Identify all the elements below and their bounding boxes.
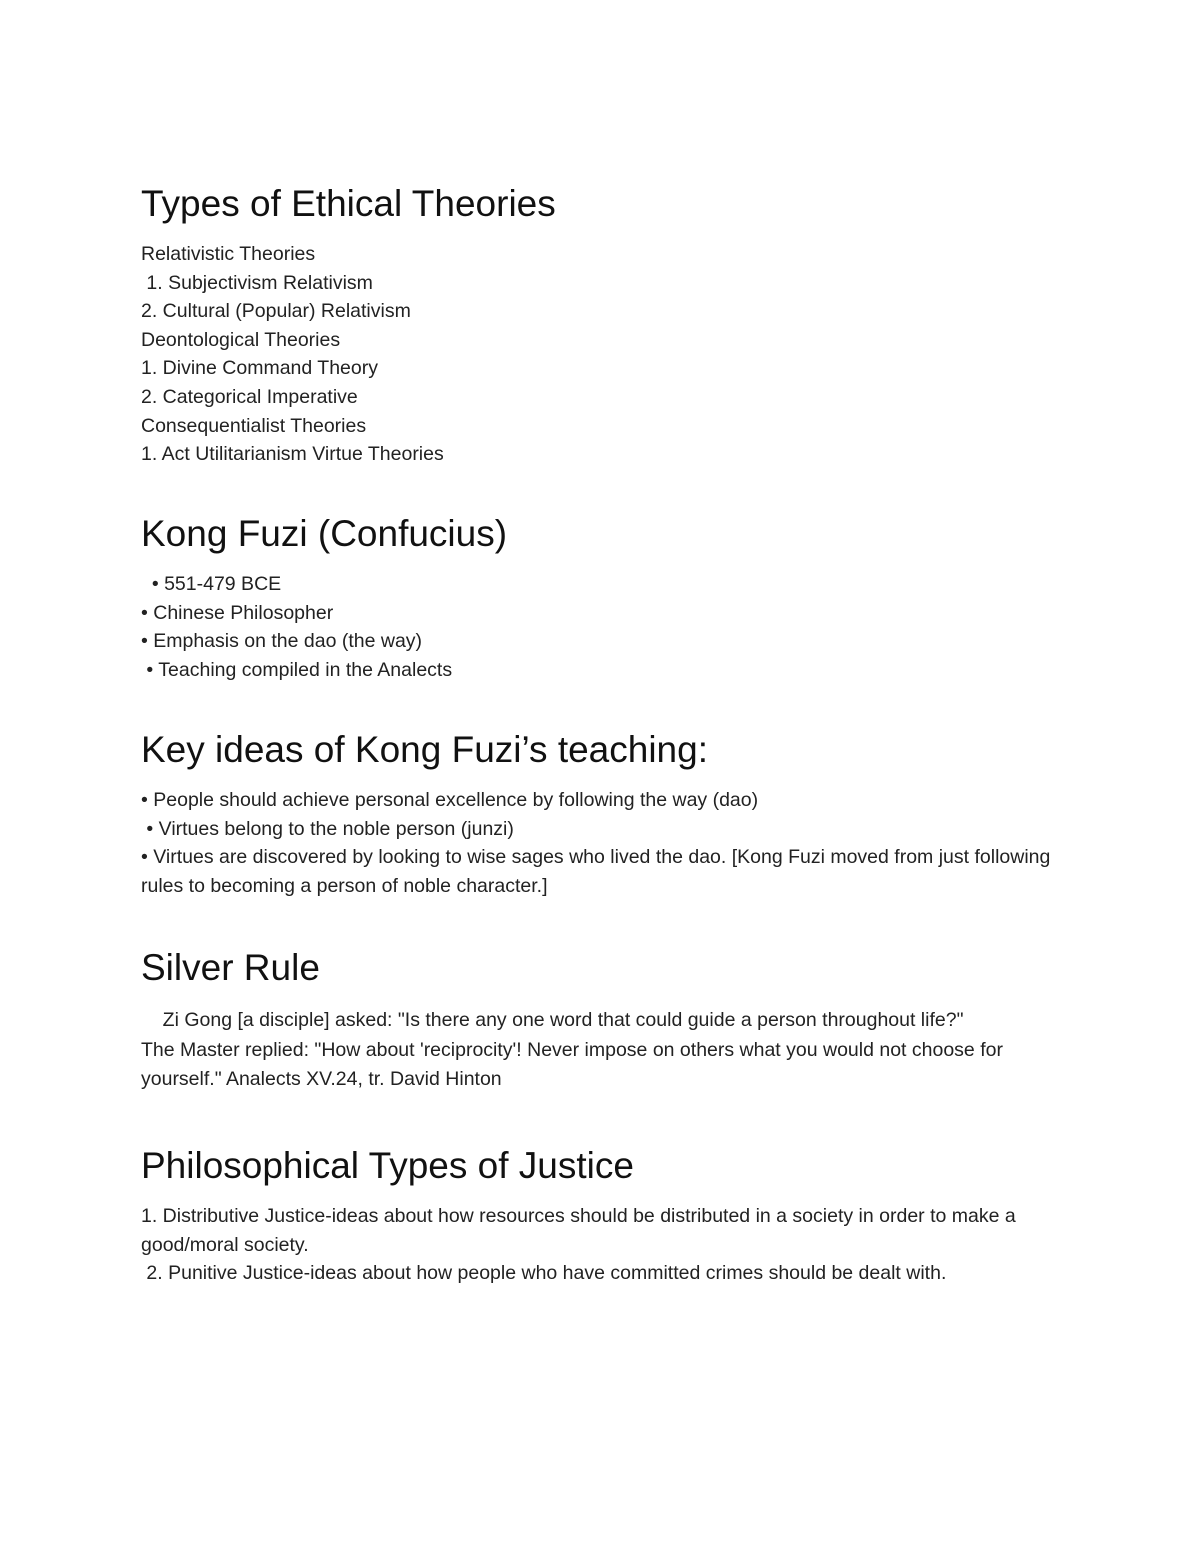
list-item: 2. Categorical Imperative — [141, 385, 358, 408]
section-key-ideas — [141, 727, 1071, 900]
section-types-of-justice — [141, 1143, 1071, 1288]
bullet-item: • People should achieve personal excellence by following the way (dao) — [141, 789, 759, 811]
text-line: Relativistic Theories — [141, 243, 316, 265]
section-heading: Key ideas of Kong Fuzi’s teaching: — [141, 729, 708, 770]
section-heading: Philosophical Types of Justice — [141, 1145, 634, 1186]
quote-line: The Master replied: "How about 'reciprocity'! Never impose on others what you would not choose for yourself." Analects XV.24, tr. David Hinton — [141, 1039, 1009, 1090]
text-line: Deontological Theories — [141, 328, 341, 351]
bullet-item: • Chinese Philosopher — [141, 601, 334, 624]
section-heading: Kong Fuzi (Confucius) — [141, 513, 508, 554]
section-heading: Silver Rule — [141, 947, 320, 988]
bullet-item: • Emphasis on the dao (the way) — [141, 630, 423, 653]
list-item: 2. Cultural (Popular) Relativism — [141, 300, 411, 323]
bullet-item: • 551-479 BCE — [141, 573, 282, 595]
section-body — [141, 570, 1071, 684]
section-silver-rule — [141, 945, 1071, 1093]
section-types-of-ethical-theories — [141, 181, 1071, 469]
text-line: Consequentialist Theories — [141, 414, 367, 437]
bullet-item: • Virtues are discovered by looking to wise sages who lived the dao. [Kong Fuzi moved from just following rules to becoming a person of noble character.] — [141, 846, 1056, 897]
section-body — [141, 1004, 1071, 1093]
section-body — [141, 1202, 1071, 1288]
list-item: 1. Subjectivism Relativism — [141, 271, 373, 294]
section-heading: Types of Ethical Theories — [141, 183, 556, 224]
section-body — [141, 786, 1071, 900]
list-item: 2. Punitive Justice-ideas about how people who have committed crimes should be dealt with. — [141, 1262, 947, 1285]
bullet-item: • Teaching compiled in the Analects — [141, 658, 453, 681]
section-body — [141, 240, 1071, 469]
section-kong-fuzi — [141, 511, 1071, 684]
bullet-item: • Virtues belong to the noble person (junzi) — [141, 817, 514, 840]
quote-line: Zi Gong [a disciple] asked: "Is there any one word that could guide a person throughout life?" — [141, 1009, 964, 1031]
list-item: 1. Act Utilitarianism Virtue Theories — [141, 443, 444, 466]
list-item: 1. Divine Command Theory — [141, 357, 378, 380]
list-item: 1. Distributive Justice-ideas about how resources should be distributed in a society in order to make a good/moral society. — [141, 1205, 1022, 1256]
